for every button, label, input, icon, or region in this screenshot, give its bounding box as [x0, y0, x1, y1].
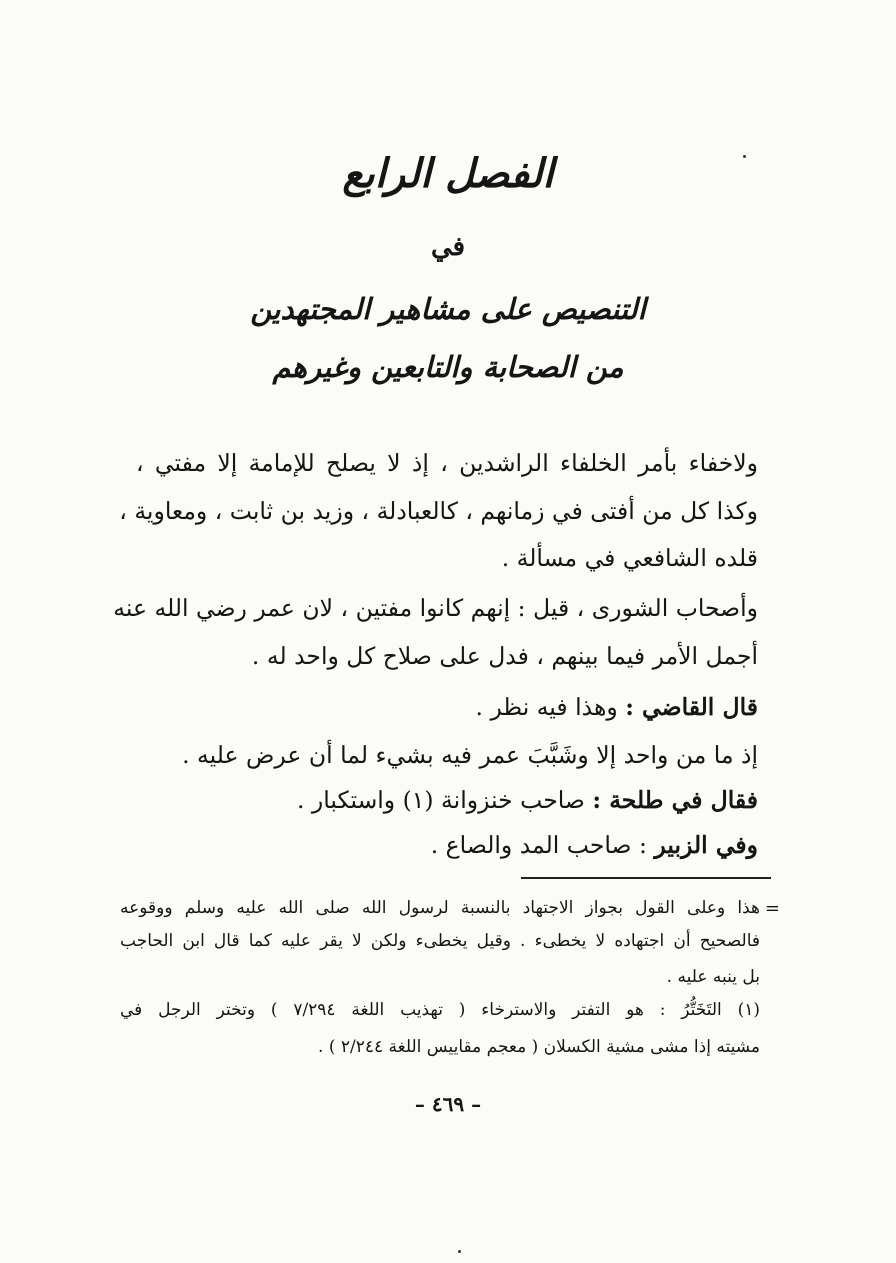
footnote-line1: هذا وعلى القول بجواز الاجتهاد بالنسبة لرسول الله صلى الله عليه وسلم ووقوعه	[120, 898, 760, 918]
chapter-subtitle-line2: من الصحابة والتابعين وغيرهم	[272, 350, 624, 384]
paragraph2-line1: وأصحاب الشورى ، قيل : إنهم كانوا مفتين ، لان عمر رضي الله عنه	[113, 594, 758, 622]
zubayr-line	[136, 830, 758, 860]
zubayr-text: : صاحب المد والصاع .	[430, 831, 647, 859]
footnote-line5: مشيته إذا مشى مشية الكسلان ( معجم مقاييس اللغة ٢/٢٤٤ ) .	[318, 1037, 760, 1057]
paragraph1-line3: قلده الشافعي في مسألة .	[501, 544, 758, 572]
zubayr-label: وفي الزبير	[654, 831, 758, 859]
chapter-subtitle-line1: التنصيص على مشاهير المجتهدين	[250, 292, 646, 326]
qadi-label: قال القاضي :	[625, 693, 758, 721]
qadi-text: وهذا فيه نظر .	[475, 693, 618, 721]
paragraph1-line1: ولاخفاء بأمر الخلفاء الراشدين ، إذ لا يصلح للإمامة إلا مفتي ،	[136, 449, 758, 477]
talha-text: صاحب خنزوانة (١) واستكبار .	[296, 786, 585, 814]
talha-line	[136, 785, 758, 815]
chapter-title: الفصل الرابع	[342, 150, 554, 197]
idh-line: إذ ما من واحد إلا وشَبَّبَ عمر فيه بشيء لما أن عرض عليه .	[182, 741, 758, 769]
scan-speck	[458, 1250, 461, 1253]
qadi-line	[136, 692, 758, 722]
footnote-line2: فالصحيح أن اجتهاده لا يخطىء . وقيل يخطىء ولكن لا يقر عليه كما قال ابن الحاجب	[120, 931, 760, 951]
footnote-continuation-marker: =	[764, 898, 780, 919]
paragraph1-line2: وكذا كل من أفتى في زمانهم ، كالعبادلة ، وزيد بن ثابت ، ومعاوية ،	[119, 497, 758, 525]
footnote-line3: بل ينبه عليه .	[666, 967, 760, 987]
footnote-line4: (١) التَخَتُّرُ : هو التفتر والاسترخاء ( تهذيب اللغة ٧/٢٩٤ ) وتختر الرجل في	[120, 1000, 760, 1020]
talha-label: فقال في طلحة :	[592, 786, 758, 814]
page-number: – ٤٦٩ –	[414, 1092, 482, 1116]
footnote-divider	[521, 877, 771, 879]
scan-speck	[743, 155, 746, 158]
chapter-preposition: في	[430, 232, 466, 262]
paragraph2-line2: أجمل الأمر فيما بينهم ، فدل على صلاح كل واحد له .	[251, 642, 758, 670]
